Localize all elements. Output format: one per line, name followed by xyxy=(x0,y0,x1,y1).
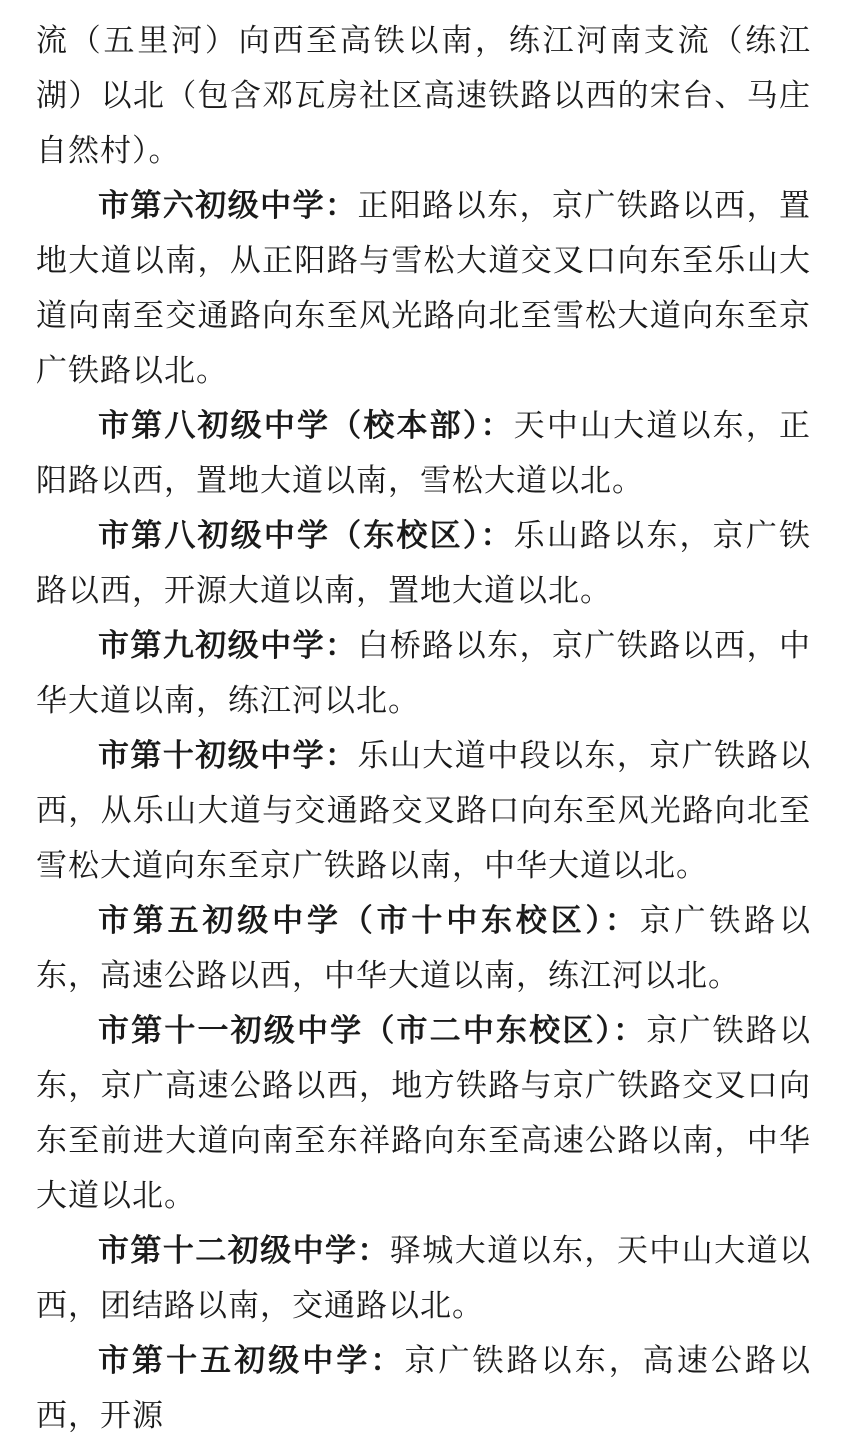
school-name: 市第九初级中学： xyxy=(98,628,358,664)
paragraph-school-12 xyxy=(36,1224,811,1334)
paragraph-text: 京广铁路以东，高速公路以西，开源 xyxy=(36,1343,812,1434)
school-name: 市第六初级中学： xyxy=(98,188,358,224)
school-name: 市第八初级中学（校本部）： xyxy=(98,408,514,444)
paragraph-school-8-east xyxy=(36,509,811,619)
paragraph-school-5 xyxy=(36,894,811,1004)
school-name: 市第十五初级中学： xyxy=(98,1343,405,1379)
paragraph-school-9 xyxy=(36,619,811,729)
paragraph-school-15 xyxy=(36,1334,811,1444)
school-name: 市第十二初级中学： xyxy=(98,1233,390,1269)
paragraph-text: 正阳路以东，京广铁路以西，置地大道以南，从正阳路与雪松大道交叉口向东至乐山大道向南至交通路向东至风光路向北至雪松大道向东至京广铁路以北。 xyxy=(36,188,812,389)
paragraph-text: 乐山大道中段以东，京广铁路以西，从乐山大道与交通路交叉路口向东至风光路向北至雪松大道向东至京广铁路以南，中华大道以北。 xyxy=(36,738,812,884)
paragraph-text: 天中山大道以东，正阳路以西，置地大道以南，雪松大道以北。 xyxy=(36,408,812,499)
paragraph-school-10 xyxy=(36,729,811,894)
paragraph-text: 驿城大道以东，天中山大道以西，团结路以南，交通路以北。 xyxy=(36,1233,812,1324)
paragraph-school-6 xyxy=(36,179,811,399)
paragraph-text: 流（五里河）向西至高铁以南，练江河南支流（练江湖）以北（包含邓瓦房社区高速铁路以西的宋台、马庄自然村）。 xyxy=(36,23,811,169)
paragraph-text: 京广铁路以东，高速公路以西，中华大道以南，练江河以北。 xyxy=(36,903,812,994)
school-name: 市第八初级中学（东校区）： xyxy=(98,518,514,554)
paragraph-text: 白桥路以东，京广铁路以西，中华大道以南，练江河以北。 xyxy=(36,628,812,719)
paragraph-text: 京广铁路以东，京广高速公路以西，地方铁路与京广铁路交叉口向东至前进大道向南至东祥路向东至高速公路以南，中华大道以北。 xyxy=(36,1013,812,1214)
school-name: 市第十一初级中学（市二中东校区）： xyxy=(98,1013,647,1049)
paragraph-school-8-main xyxy=(36,399,811,509)
paragraph-continuation xyxy=(36,14,811,179)
paragraph-text: 乐山路以东，京广铁路以西，开源大道以南，置地大道以北。 xyxy=(36,518,812,609)
paragraph-school-11 xyxy=(36,1004,811,1224)
school-name: 市第五初级中学（市十中东校区）： xyxy=(98,903,640,939)
school-name: 市第十初级中学： xyxy=(98,738,358,774)
